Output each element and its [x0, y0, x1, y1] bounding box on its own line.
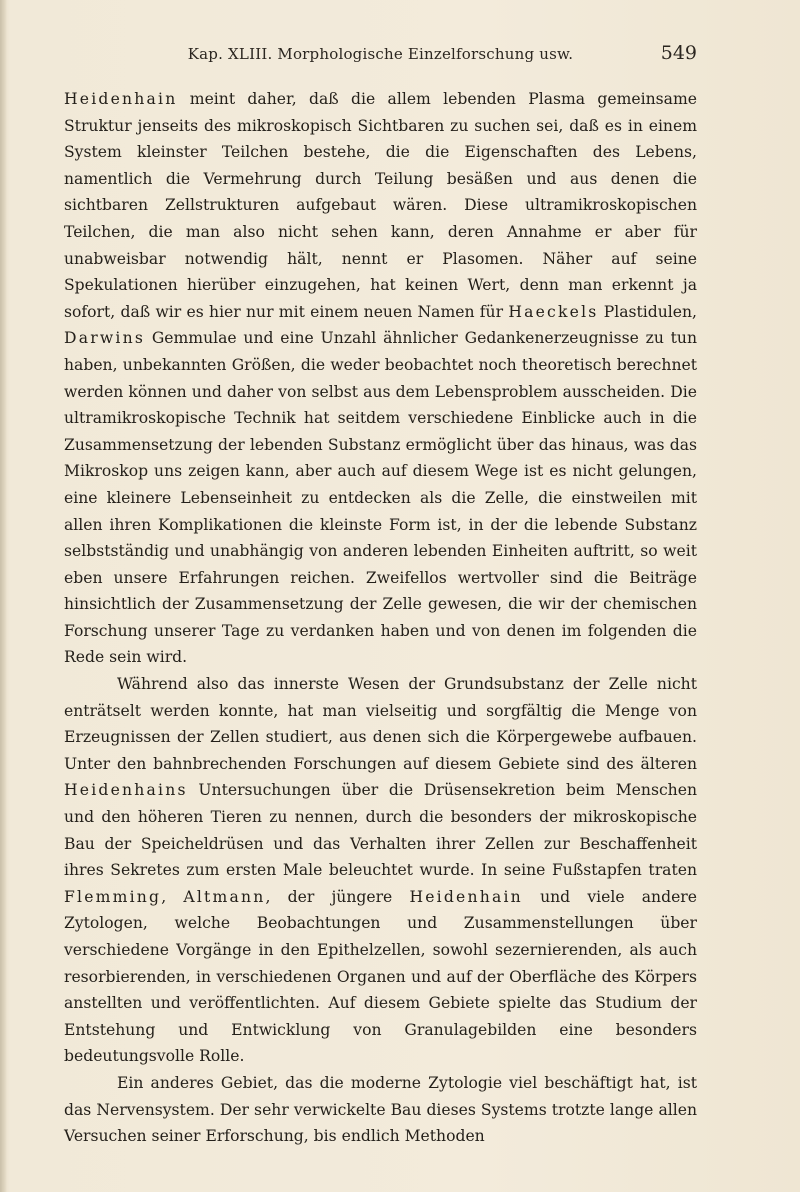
text-run: Untersuchungen über die Drüsensekretion beim Menschen und den höheren Tieren zu nennen, durch die besonders der mikroskopische Bau der Speicheldrüsen und das Verhalten ihrer Zellen zur Beschaffenheit ihres Sekretes zum ersten Male beleuchtet wurde. In seine Fußstapfen traten	[64, 781, 697, 880]
paragraph	[64, 671, 697, 1070]
text-run: Plastidulen,	[598, 302, 697, 321]
spaced-name: Heidenhains	[64, 781, 188, 800]
text-run: und viele andere Zytologen, welche Beobachtungen und Zusammenstellungen über verschiedene Vorgänge in den Epithelzellen, sowohl sezernierenden, als auch resorbierenden, in verschiedenen Organen und auf der Oberfläche des Körpers anstellten und veröffentlichten. Auf diesem Gebiete spielte das Studium der Entstehung und Entwicklung von Granulagebilden eine besonders bedeutungsvolle Rolle.	[64, 887, 697, 1066]
spaced-name: Heidenhain	[409, 887, 523, 906]
paragraph	[64, 86, 697, 671]
text-run: Gemmulae und eine Unzahl ähnlicher Gedankenerzeugnisse zu tun haben, unbekannten Größen, die weder beobachtet noch theoretisch berechnet werden können und daher von selbst aus dem Lebensproblem ausscheiden. Die ultramikroskopische Technik hat seitdem verschiedene Einblicke auch in die Zusammensetzung der lebenden Substanz ermöglicht über das hinaus, was das Mikroskop uns zeigen kann, aber auch auf diesem Wege ist es nicht gelungen, eine kleinere Lebenseinheit zu entdecken als die Zelle, die einstweilen mit allen ihren Komplikationen die kleinste Form ist, in der die lebende Substanz selbstständig und unabhängig von anderen lebenden Einheiten auftritt, so weit eben unsere Erfahrungen reichen. Zweifellos wertvoller sind die Beiträge hinsichtlich der Zusammensetzung der Zelle gewesen, die wir der chemischen Forschung unserer Tage zu verdanken haben und von denen im folgenden die Rede sein wird.	[64, 329, 697, 667]
text-run: , der jüngere	[265, 887, 410, 906]
spaced-name: Haeckels	[508, 302, 599, 321]
text-run: Während also das innerste Wesen der Grundsubstanz der Zelle nicht enträtselt werden konnte, hat man vielseitig und sorgfältig die Menge von Erzeugnissen der Zellen studiert, aus denen sich die Körpergewebe aufbauen. Unter den bahnbrechenden Forschungen auf diesem Gebiete sind des älteren	[64, 675, 697, 773]
page-number: 549	[660, 42, 697, 64]
spaced-name: Darwins	[64, 329, 146, 348]
running-title: Kap. XLIII. Morphologische Einzelforschung usw.	[187, 45, 574, 63]
running-header	[64, 42, 697, 70]
body-text	[64, 86, 697, 1150]
text-run: meint daher, daß die allem lebenden Plasma gemeinsame Struktur jenseits des mikroskopisch Sichtbaren zu suchen sei, daß es in einem System kleinster Teilchen bestehe, die die Eigenschaften des Lebens, namentlich die Vermehrung durch Teilung besäßen und aus denen die sichtbaren Zellstrukturen aufgebaut wären. Diese ultramikroskopischen Teilchen, die man also nicht sehen kann, deren Annahme er aber für unabweisbar notwendig hält, nennt er Plasomen. Näher auf seine Spekulationen hierüber einzugehen, hat keinen Wert, denn man erkennt ja sofort, daß wir es hier nur mit einem neuen Namen für	[64, 90, 697, 321]
paragraph	[64, 1070, 697, 1150]
spaced-name: Altmann	[183, 887, 266, 906]
text-run: Ein anderes Gebiet, das die moderne Zytologie viel beschäftigt hat, ist das Nervensystem. Der sehr verwickelte Bau dieses Systems trotzte lange allen Versuchen seiner Erforschung, bis endlich Methoden	[64, 1073, 697, 1146]
page-binding-edge	[0, 0, 7, 1192]
spaced-name: Heidenhain	[64, 90, 178, 108]
text-run: ,	[161, 887, 184, 906]
spaced-name: Flemming	[64, 887, 162, 906]
